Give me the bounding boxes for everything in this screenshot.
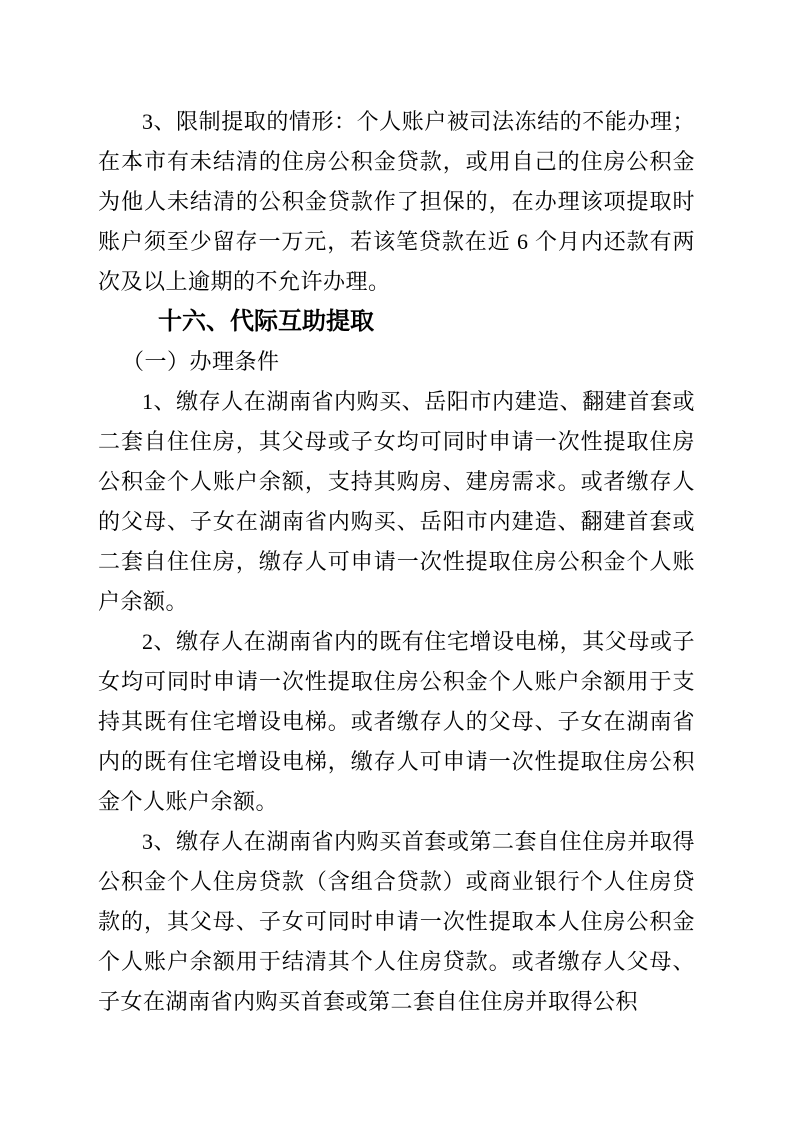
- paragraph-condition-1-home-purchase: 1、缴存人在湖南省内购买、岳阳市内建造、翻建首套或二套自住住房，其父母或子女均可同时申请一次性提取住房公积金个人账户余额，支持其购房、建房需求。或者缴存人的父母、子女在湖南省内购买、岳阳市内建造、翻建首套或二套自住住房，缴存人可申请一次性提取住房公积金个人账户余额。: [98, 389, 695, 614]
- document-text-block: [98, 102, 695, 1022]
- section-heading-intergenerational-withdrawal: 十六、代际互助提取: [158, 308, 374, 335]
- subsection-heading-conditions: （一）办理条件: [122, 349, 280, 374]
- paragraph-restricted-withdrawal-cases: 3、限制提取的情形：个人账户被司法冻结的不能办理；在本市有未结清的住房公积金贷款，或用自己的住房公积金为他人未结清的公积金贷款作了担保的，在办理该项提取时账户须至少留存一万元，若该笔贷款在近 6 个月内还款有两次及以上逾期的不允许办理。: [98, 109, 695, 294]
- paragraph-condition-3-loan-settlement: 3、缴存人在湖南省内购买首套或第二套自住住房并取得公积金个人住房贷款（含组合贷款）或商业银行个人住房贷款的，其父母、子女可同时申请一次性提取本人住房公积金个人账户余额用于结清其个人住房贷款。或者缴存人父母、子女在湖南省内购买首套或第二套自住住房并取得公积: [98, 829, 695, 1014]
- paragraph-condition-2-elevator-installation: 2、缴存人在湖南省内的既有住宅增设电梯，其父母或子女均可同时申请一次性提取住房公积金个人账户余额用于支持其既有住宅增设电梯。或者缴存人的父母、子女在湖南省内的既有住宅增设电梯，缴存人可申请一次性提取住房公积金个人账户余额。: [98, 629, 695, 814]
